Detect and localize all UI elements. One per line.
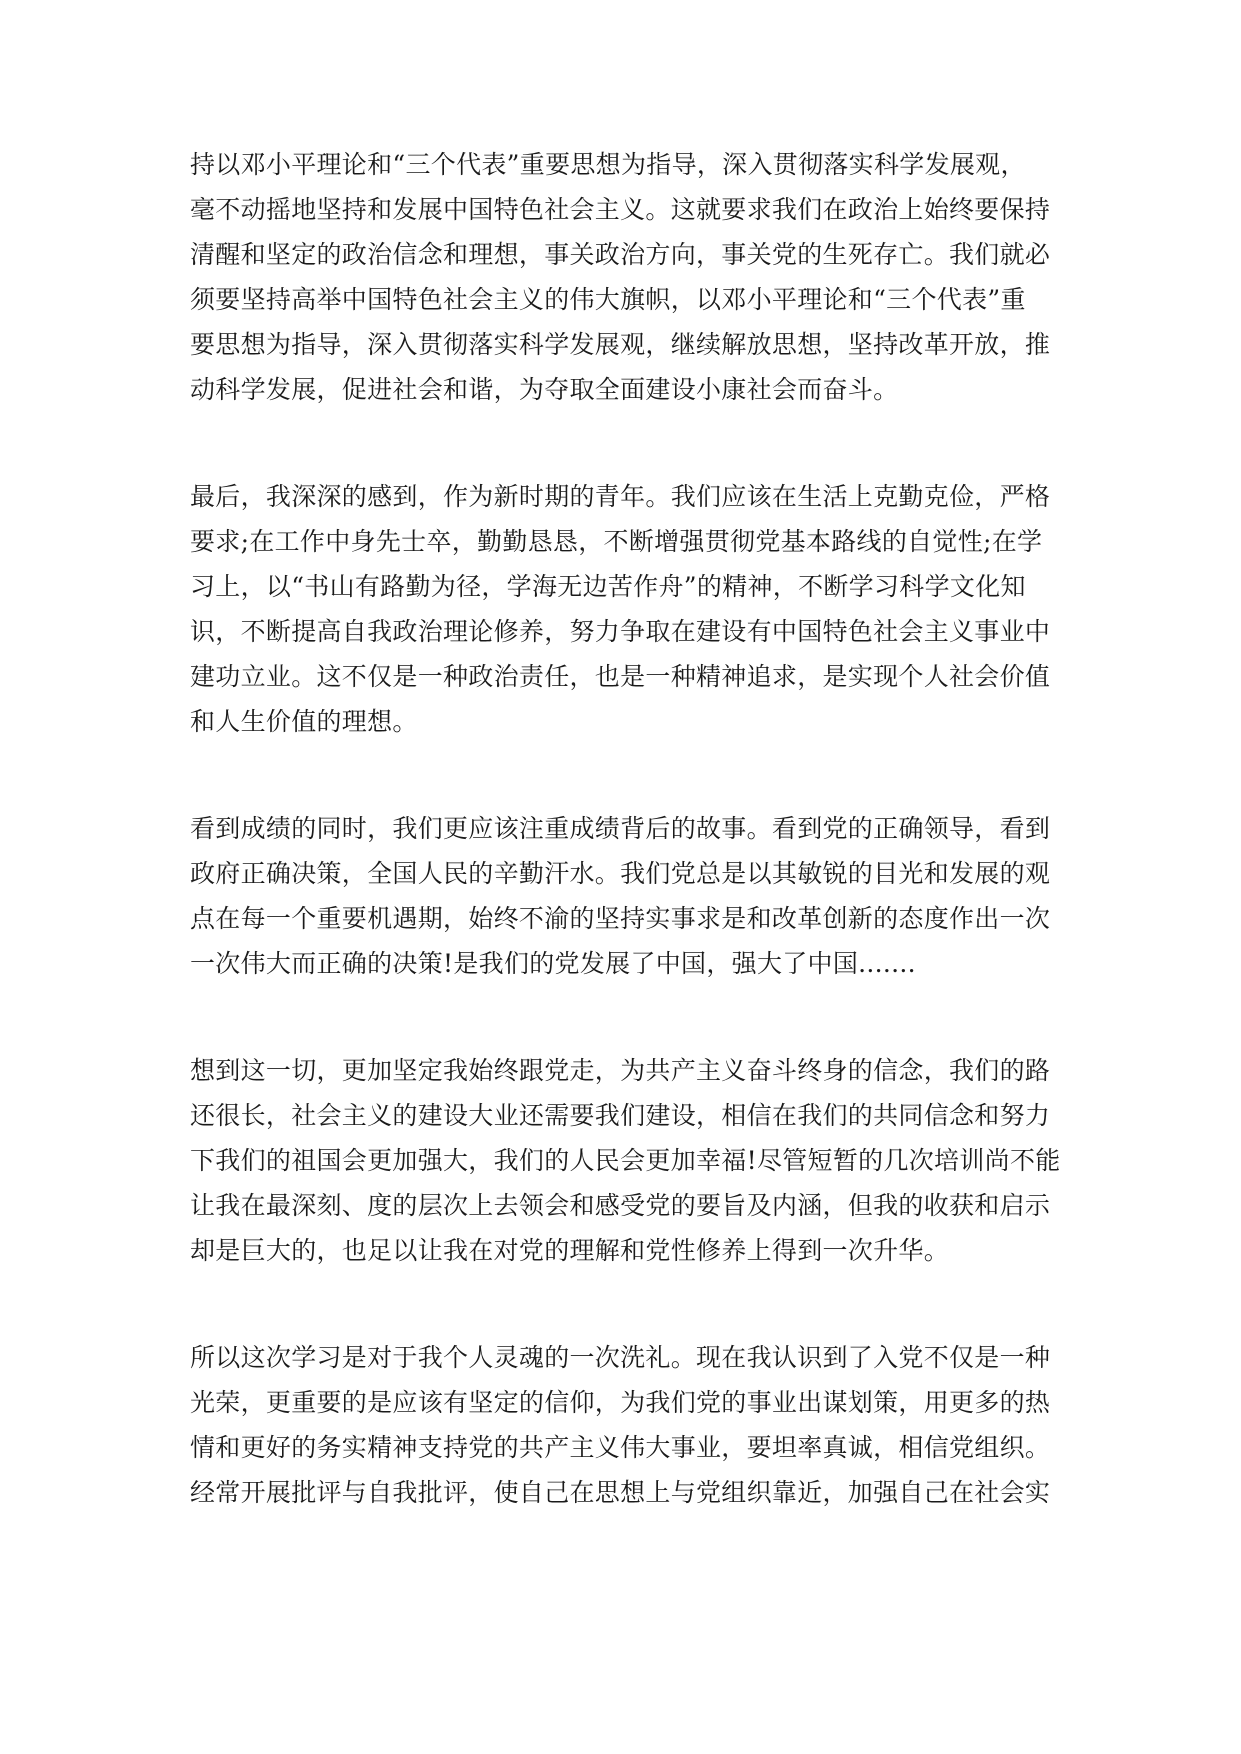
text-line: 下我们的祖国会更加强大，我们的人民会更加幸福!尽管短暂的几次培训尚不能 <box>190 1146 1061 1175</box>
paragraph-5 <box>190 1335 1070 1515</box>
text-line: 持以邓小平理论和“三个代表”重要思想为指导，深入贯彻落实科学发展观， <box>190 150 1026 179</box>
text-line: 毫不动摇地坚持和发展中国特色社会主义。这就要求我们在政治上始终要保持 <box>190 195 1051 224</box>
text-line: 点在每一个重要机遇期，始终不渝的坚持实事求是和改革创新的态度作出一次 <box>190 904 1051 933</box>
text-line: 最后，我深深的感到，作为新时期的青年。我们应该在生活上克勤克俭，严格 <box>190 482 1051 511</box>
text-line: 要思想为指导，深入贯彻落实科学发展观，继续解放思想，坚持改革开放，推 <box>190 330 1051 359</box>
text-line: 清醒和坚定的政治信念和理想，事关政治方向，事关党的生死存亡。我们就必 <box>190 240 1051 269</box>
paragraph-3 <box>190 806 1070 986</box>
text-line: 动科学发展，促进社会和谐，为夺取全面建设小康社会而奋斗。 <box>190 375 899 404</box>
text-line: 还很长，社会主义的建设大业还需要我们建设，相信在我们的共同信念和努力 <box>190 1101 1051 1130</box>
text-line: 建功立业。这不仅是一种政治责任，也是一种精神追求，是实现个人社会价值 <box>190 662 1051 691</box>
text-line: 和人生价值的理想。 <box>190 707 418 736</box>
text-line: 识，不断提高自我政治理论修养，努力争取在建设有中国特色社会主义事业中 <box>190 617 1051 646</box>
text-line: 习上，以“书山有路勤为径，学海无边苦作舟”的精神，不断学习科学文化知 <box>190 572 1026 601</box>
text-line: 须要坚持高举中国特色社会主义的伟大旗帜，以邓小平理论和“三个代表”重 <box>190 285 1026 314</box>
text-line: 政府正确决策，全国人民的辛勤汗水。我们党总是以其敏锐的目光和发展的观 <box>190 859 1051 888</box>
text-line: 经常开展批评与自我批评，使自己在思想上与党组织靠近，加强自己在社会实 <box>190 1478 1051 1507</box>
text-line: 看到成绩的同时，我们更应该注重成绩背后的故事。看到党的正确领导，看到 <box>190 814 1051 843</box>
text-line: 让我在最深刻、度的层次上去领会和感受党的要旨及内涵，但我的收获和启示 <box>190 1191 1051 1220</box>
text-line: 光荣，更重要的是应该有坚定的信仰，为我们党的事业出谋划策，用更多的热 <box>190 1388 1051 1417</box>
text-line: 想到这一切，更加坚定我始终跟党走，为共产主义奋斗终身的信念，我们的路 <box>190 1056 1051 1085</box>
document-body <box>190 142 1070 1577</box>
text-line: 一次伟大而正确的决策!是我们的党发展了中国，强大了中国....... <box>190 949 916 978</box>
text-line: 所以这次学习是对于我个人灵魂的一次洗礼。现在我认识到了入党不仅是一种 <box>190 1343 1051 1372</box>
text-line: 却是巨大的，也足以让我在对党的理解和党性修养上得到一次升华。 <box>190 1236 950 1265</box>
text-line: 要求;在工作中身先士卒，勤勤恳恳，不断增强贯彻党基本路线的自觉性;在学 <box>190 527 1043 556</box>
paragraph-2 <box>190 474 1070 744</box>
paragraph-1 <box>190 142 1070 412</box>
paragraph-4 <box>190 1048 1070 1273</box>
text-line: 情和更好的务实精神支持党的共产主义伟大事业，要坦率真诚，相信党组织。 <box>190 1433 1051 1462</box>
